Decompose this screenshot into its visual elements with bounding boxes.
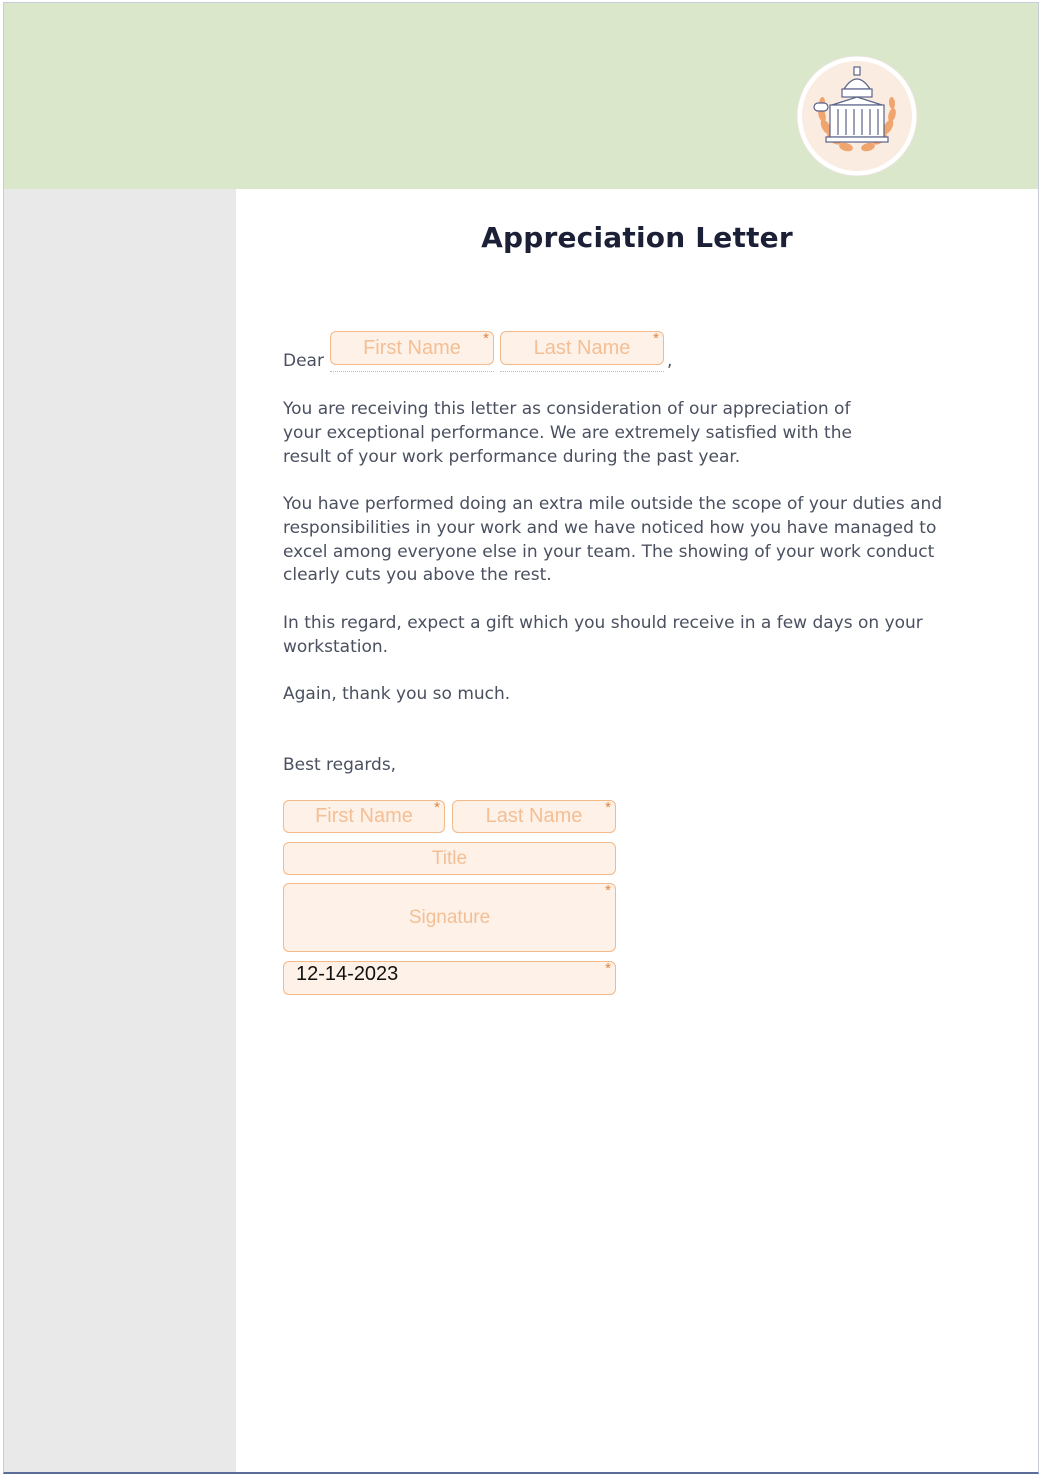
underline	[330, 371, 494, 372]
field-placeholder: First Name	[363, 336, 461, 359]
capitol-building-seal-icon	[796, 55, 918, 177]
page-title: Appreciation Letter	[481, 221, 793, 254]
greeting-comma: ,	[667, 351, 673, 371]
paragraph-4: Again, thank you so much.	[283, 684, 511, 704]
date-field[interactable]	[283, 961, 616, 995]
paragraph-2: You have performed doing an extra mile outside the scope of your duties and responsibilities in your work and we have noticed how you have managed to excel among everyone else in your team. The showing of your work conduct clearly cuts you above the rest.	[283, 494, 943, 586]
underline	[500, 371, 664, 372]
recipient-last-name-field[interactable]	[500, 331, 664, 365]
required-mark: *	[605, 799, 611, 816]
field-placeholder: Last Name	[533, 336, 631, 359]
side-band	[4, 189, 236, 1472]
required-mark: *	[605, 882, 611, 899]
recipient-first-name-field[interactable]	[330, 331, 494, 365]
field-placeholder: Last Name	[485, 805, 583, 827]
required-mark: *	[605, 960, 611, 977]
field-placeholder: Signature	[408, 906, 491, 928]
required-mark: *	[483, 330, 489, 347]
date-value: 12-14-2023	[296, 963, 399, 985]
paragraph-1: You are receiving this letter as consideration of our appreciation of your exceptional performance. We are extremely satisfied with the result of your work performance during the past year.	[283, 399, 852, 467]
sender-first-name-field[interactable]	[283, 800, 445, 833]
paragraph-3: In this regard, expect a gift which you should receive in a few days on your workstation.	[283, 613, 923, 657]
greeting-label: Dear	[283, 351, 324, 371]
document-page	[3, 2, 1039, 1474]
signature-field[interactable]	[283, 883, 616, 952]
required-mark: *	[653, 330, 659, 347]
closing-text: Best regards,	[283, 755, 397, 775]
field-placeholder: Title	[431, 847, 468, 869]
field-placeholder: First Name	[315, 805, 413, 827]
required-mark: *	[434, 799, 440, 816]
sender-title-field[interactable]	[283, 842, 616, 875]
sender-last-name-field[interactable]	[452, 800, 616, 833]
